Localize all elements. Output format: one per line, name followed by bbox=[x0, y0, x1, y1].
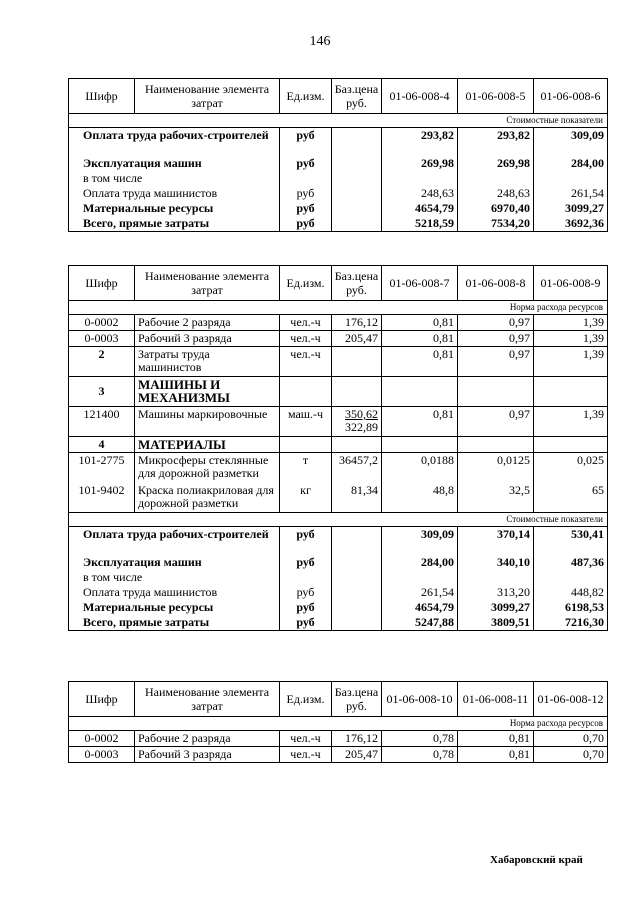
res-code: 0-0003 bbox=[69, 331, 135, 347]
table-row bbox=[69, 453, 608, 483]
header-unit: Ед.изм. bbox=[280, 79, 332, 114]
section-label: Норма расхода ресурсов bbox=[69, 301, 608, 315]
table-row bbox=[69, 527, 608, 555]
res-unit: чел.-ч bbox=[280, 331, 332, 347]
res-value bbox=[382, 437, 458, 453]
cost-unit: руб bbox=[280, 201, 332, 216]
res-value: 1,39 bbox=[534, 347, 608, 377]
cost-price bbox=[332, 171, 382, 186]
res-price: 205,47 bbox=[332, 331, 382, 347]
cost-price bbox=[332, 527, 382, 555]
cost-value: 3692,36 bbox=[534, 216, 608, 232]
res-unit: чел.-ч bbox=[280, 347, 332, 377]
res-unit: кг bbox=[280, 483, 332, 513]
cost-unit: руб bbox=[280, 615, 332, 631]
cost-value: 269,98 bbox=[382, 156, 458, 171]
cost-value: 5247,88 bbox=[382, 615, 458, 631]
header-col: 01-06-008-9 bbox=[534, 266, 608, 301]
header-name: Наименование элемента затрат bbox=[135, 266, 280, 301]
cost-value: 6970,40 bbox=[458, 201, 534, 216]
table-row bbox=[69, 377, 608, 407]
cost-value bbox=[382, 171, 458, 186]
cost-name: Оплата труда рабочих-строителей bbox=[69, 128, 280, 156]
res-value bbox=[534, 437, 608, 453]
cost-name: в том числе bbox=[69, 570, 280, 585]
cost-value: 340,10 bbox=[458, 555, 534, 570]
region-footer: Хабаровский край bbox=[490, 854, 583, 866]
res-code: 0-0003 bbox=[69, 747, 135, 763]
res-price bbox=[332, 407, 382, 437]
table-row bbox=[69, 128, 608, 156]
res-price bbox=[332, 437, 382, 453]
section-row-cost bbox=[69, 114, 608, 128]
cost-value: 7216,30 bbox=[534, 615, 608, 631]
cost-value: 284,00 bbox=[382, 555, 458, 570]
cost-value bbox=[458, 570, 534, 585]
cost-value: 448,82 bbox=[534, 585, 608, 600]
res-value: 0,025 bbox=[534, 453, 608, 483]
estimate-table-2 bbox=[68, 265, 608, 631]
res-name: Рабочий 3 разряда bbox=[135, 331, 280, 347]
res-name: Краска полиакриловая для дорожной разметки bbox=[135, 483, 280, 513]
res-value: 0,78 bbox=[382, 731, 458, 747]
table-row bbox=[69, 600, 608, 615]
cost-value: 284,00 bbox=[534, 156, 608, 171]
cost-name: Всего, прямые затраты bbox=[69, 216, 280, 232]
header-col: 01-06-008-8 bbox=[458, 266, 534, 301]
res-code: 101-2775 bbox=[69, 453, 135, 483]
cost-value: 269,98 bbox=[458, 156, 534, 171]
section-row-cost bbox=[69, 513, 608, 527]
res-value: 0,81 bbox=[458, 731, 534, 747]
res-name: Микросферы стеклянные для дорожной разметки bbox=[135, 453, 280, 483]
res-value: 1,39 bbox=[534, 315, 608, 331]
table-header-row bbox=[69, 266, 608, 301]
cost-value: 3099,27 bbox=[534, 201, 608, 216]
cost-name: Оплата труда машинистов bbox=[69, 585, 280, 600]
table-row bbox=[69, 747, 608, 763]
res-price bbox=[332, 377, 382, 407]
table-row bbox=[69, 407, 608, 437]
header-code: Шифр bbox=[69, 266, 135, 301]
res-value: 0,81 bbox=[458, 747, 534, 763]
cost-name: Эксплуатация машин bbox=[69, 555, 280, 570]
cost-unit: руб bbox=[280, 555, 332, 570]
table-header-row bbox=[69, 79, 608, 114]
cost-price bbox=[332, 555, 382, 570]
cost-value bbox=[382, 570, 458, 585]
res-unit: чел.-ч bbox=[280, 315, 332, 331]
cost-price bbox=[332, 128, 382, 156]
table-row bbox=[69, 615, 608, 631]
res-price: 205,47 bbox=[332, 747, 382, 763]
cost-price bbox=[332, 570, 382, 585]
cost-value: 293,82 bbox=[382, 128, 458, 156]
res-name: Рабочие 2 разряда bbox=[135, 315, 280, 331]
cost-value: 4654,79 bbox=[382, 600, 458, 615]
cost-value: 5218,59 bbox=[382, 216, 458, 232]
res-price: 81,34 bbox=[332, 483, 382, 513]
header-col: 01-06-008-6 bbox=[534, 79, 608, 114]
cost-value: 261,54 bbox=[382, 585, 458, 600]
header-price: Баз.цена руб. bbox=[332, 682, 382, 717]
res-value: 0,97 bbox=[458, 331, 534, 347]
cost-value: 309,09 bbox=[382, 527, 458, 555]
res-name: Рабочие 2 разряда bbox=[135, 731, 280, 747]
res-price: 176,12 bbox=[332, 315, 382, 331]
section-label: Норма расхода ресурсов bbox=[69, 717, 608, 731]
res-name: Рабочий 3 разряда bbox=[135, 747, 280, 763]
cost-name: Материальные ресурсы bbox=[69, 600, 280, 615]
cost-value: 3099,27 bbox=[458, 600, 534, 615]
cost-unit bbox=[280, 570, 332, 585]
cost-price bbox=[332, 216, 382, 232]
section-label: Стоимостные показатели bbox=[69, 114, 608, 128]
res-heading: МАТЕРИАЛЫ bbox=[135, 437, 280, 453]
res-price: 36457,2 bbox=[332, 453, 382, 483]
cost-name: Всего, прямые затраты bbox=[69, 615, 280, 631]
res-value: 0,81 bbox=[382, 407, 458, 437]
cost-name: Материальные ресурсы bbox=[69, 201, 280, 216]
res-unit: маш.-ч bbox=[280, 407, 332, 437]
cost-value: 6198,53 bbox=[534, 600, 608, 615]
res-value: 0,81 bbox=[382, 315, 458, 331]
res-price-new: 322,89 bbox=[345, 420, 378, 434]
cost-price bbox=[332, 201, 382, 216]
header-col: 01-06-008-5 bbox=[458, 79, 534, 114]
res-value: 0,81 bbox=[382, 331, 458, 347]
cost-unit: руб bbox=[280, 128, 332, 156]
cost-unit: руб bbox=[280, 527, 332, 555]
res-value: 0,97 bbox=[458, 347, 534, 377]
table-row bbox=[69, 731, 608, 747]
cost-unit: руб bbox=[280, 156, 332, 171]
cost-value: 3809,51 bbox=[458, 615, 534, 631]
table-row bbox=[69, 437, 608, 453]
res-value bbox=[458, 437, 534, 453]
header-unit: Ед.изм. bbox=[280, 682, 332, 717]
res-code: 121400 bbox=[69, 407, 135, 437]
page-number: 146 bbox=[309, 34, 331, 49]
res-name: Машины маркировочные bbox=[135, 407, 280, 437]
res-value: 0,70 bbox=[534, 747, 608, 763]
cost-value: 487,36 bbox=[534, 555, 608, 570]
header-col: 01-06-008-12 bbox=[534, 682, 608, 717]
estimate-table-1 bbox=[68, 78, 608, 232]
res-code: 101-9402 bbox=[69, 483, 135, 513]
estimate-table-3 bbox=[68, 681, 608, 763]
cost-price bbox=[332, 156, 382, 171]
res-value: 0,97 bbox=[458, 315, 534, 331]
table-row bbox=[69, 331, 608, 347]
table-header-row bbox=[69, 682, 608, 717]
res-value bbox=[382, 377, 458, 407]
header-col: 01-06-008-4 bbox=[382, 79, 458, 114]
res-unit: т bbox=[280, 453, 332, 483]
cost-value: 530,41 bbox=[534, 527, 608, 555]
res-price-old: 350,62 bbox=[345, 407, 378, 421]
res-heading: МАШИНЫ И МЕХАНИЗМЫ bbox=[135, 377, 280, 407]
cost-unit: руб bbox=[280, 585, 332, 600]
res-code: 0-0002 bbox=[69, 731, 135, 747]
table-row bbox=[69, 347, 608, 377]
cost-value: 309,09 bbox=[534, 128, 608, 156]
res-value: 1,39 bbox=[534, 331, 608, 347]
cost-value: 4654,79 bbox=[382, 201, 458, 216]
res-value bbox=[534, 377, 608, 407]
header-name: Наименование элемента затрат bbox=[135, 79, 280, 114]
res-unit: чел.-ч bbox=[280, 747, 332, 763]
res-value bbox=[458, 377, 534, 407]
res-code: 2 bbox=[69, 347, 135, 377]
cost-name: Эксплуатация машин bbox=[69, 156, 280, 171]
header-code: Шифр bbox=[69, 682, 135, 717]
table-row bbox=[69, 171, 608, 186]
section-row-norm bbox=[69, 717, 608, 731]
cost-value bbox=[534, 171, 608, 186]
res-name: Затраты труда машинистов bbox=[135, 347, 280, 377]
res-unit bbox=[280, 437, 332, 453]
cost-price bbox=[332, 585, 382, 600]
res-value: 0,0125 bbox=[458, 453, 534, 483]
cost-unit bbox=[280, 171, 332, 186]
cost-price bbox=[332, 186, 382, 201]
res-value: 0,0188 bbox=[382, 453, 458, 483]
cost-unit: руб bbox=[280, 186, 332, 201]
header-col: 01-06-008-10 bbox=[382, 682, 458, 717]
header-price: Баз.цена руб. bbox=[332, 266, 382, 301]
res-unit bbox=[280, 377, 332, 407]
cost-unit: руб bbox=[280, 600, 332, 615]
res-value: 65 bbox=[534, 483, 608, 513]
cost-value: 261,54 bbox=[534, 186, 608, 201]
res-code: 3 bbox=[69, 377, 135, 407]
cost-name: Оплата труда рабочих-строителей bbox=[69, 527, 280, 555]
table-row bbox=[69, 570, 608, 585]
cost-value bbox=[534, 570, 608, 585]
res-price bbox=[332, 347, 382, 377]
header-price: Баз.цена руб. bbox=[332, 79, 382, 114]
header-unit: Ед.изм. bbox=[280, 266, 332, 301]
res-price: 176,12 bbox=[332, 731, 382, 747]
cost-value: 293,82 bbox=[458, 128, 534, 156]
cost-price bbox=[332, 615, 382, 631]
header-col: 01-06-008-11 bbox=[458, 682, 534, 717]
res-value: 48,8 bbox=[382, 483, 458, 513]
res-value: 1,39 bbox=[534, 407, 608, 437]
res-value: 32,5 bbox=[458, 483, 534, 513]
header-col: 01-06-008-7 bbox=[382, 266, 458, 301]
cost-value: 313,20 bbox=[458, 585, 534, 600]
cost-value: 370,14 bbox=[458, 527, 534, 555]
res-code: 4 bbox=[69, 437, 135, 453]
header-code: Шифр bbox=[69, 79, 135, 114]
res-code: 0-0002 bbox=[69, 315, 135, 331]
cost-value: 248,63 bbox=[382, 186, 458, 201]
cost-value: 7534,20 bbox=[458, 216, 534, 232]
table-row bbox=[69, 483, 608, 513]
table-row bbox=[69, 585, 608, 600]
header-name: Наименование элемента затрат bbox=[135, 682, 280, 717]
res-value: 0,70 bbox=[534, 731, 608, 747]
table-row bbox=[69, 216, 608, 232]
section-label: Стоимостные показатели bbox=[69, 513, 608, 527]
cost-name: в том числе bbox=[69, 171, 280, 186]
cost-unit: руб bbox=[280, 216, 332, 232]
cost-name: Оплата труда машинистов bbox=[69, 186, 280, 201]
cost-price bbox=[332, 600, 382, 615]
res-value: 0,97 bbox=[458, 407, 534, 437]
table-row bbox=[69, 186, 608, 201]
table-row bbox=[69, 555, 608, 570]
cost-value bbox=[458, 171, 534, 186]
table-row bbox=[69, 315, 608, 331]
res-value: 0,78 bbox=[382, 747, 458, 763]
table-row bbox=[69, 201, 608, 216]
table-row bbox=[69, 156, 608, 171]
res-unit: чел.-ч bbox=[280, 731, 332, 747]
res-value: 0,81 bbox=[382, 347, 458, 377]
section-row-norm bbox=[69, 301, 608, 315]
cost-value: 248,63 bbox=[458, 186, 534, 201]
